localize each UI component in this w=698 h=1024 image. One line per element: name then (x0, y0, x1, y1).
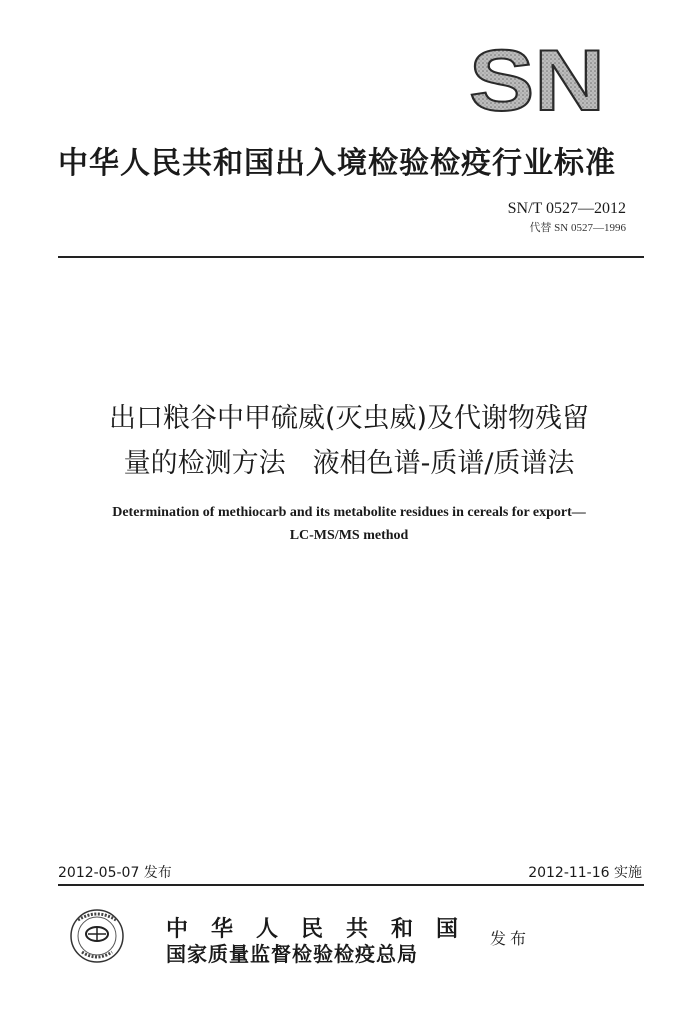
issuer-agency: 国家质量监督检验检疫总局 (166, 942, 418, 966)
publish-label: 发布 (490, 929, 531, 948)
title-zh-line-2: 量的检测方法 液相色谱-质谱/质谱法 (123, 448, 575, 479)
sn-logo-text: SN (469, 42, 605, 114)
issue-date: 2012-05-07 发布 (58, 865, 172, 881)
title-zh-line-1: 出口粮谷中甲硫威(灭虫威)及代谢物残留 (108, 403, 590, 434)
footer-divider (58, 884, 644, 886)
issuer-country: 中华人民共和国 (166, 916, 482, 942)
aqsiq-seal-icon (64, 906, 130, 964)
title-en-line-2: LC-MS/MS method (289, 528, 409, 543)
replaces-standard: 代替 SN 0527—1996 (529, 222, 626, 234)
org-header: 中华人民共和国出入境检验检疫行业标准 (58, 146, 616, 181)
sn-logo (466, 42, 608, 114)
standard-number: SN/T 0527—2012 (507, 200, 626, 217)
implementation-date: 2012-11-16 实施 (528, 865, 642, 881)
title-en-line-1: Determination of methiocarb and its metabolite residues in cereals for export— (112, 505, 586, 520)
header-divider (58, 256, 644, 258)
